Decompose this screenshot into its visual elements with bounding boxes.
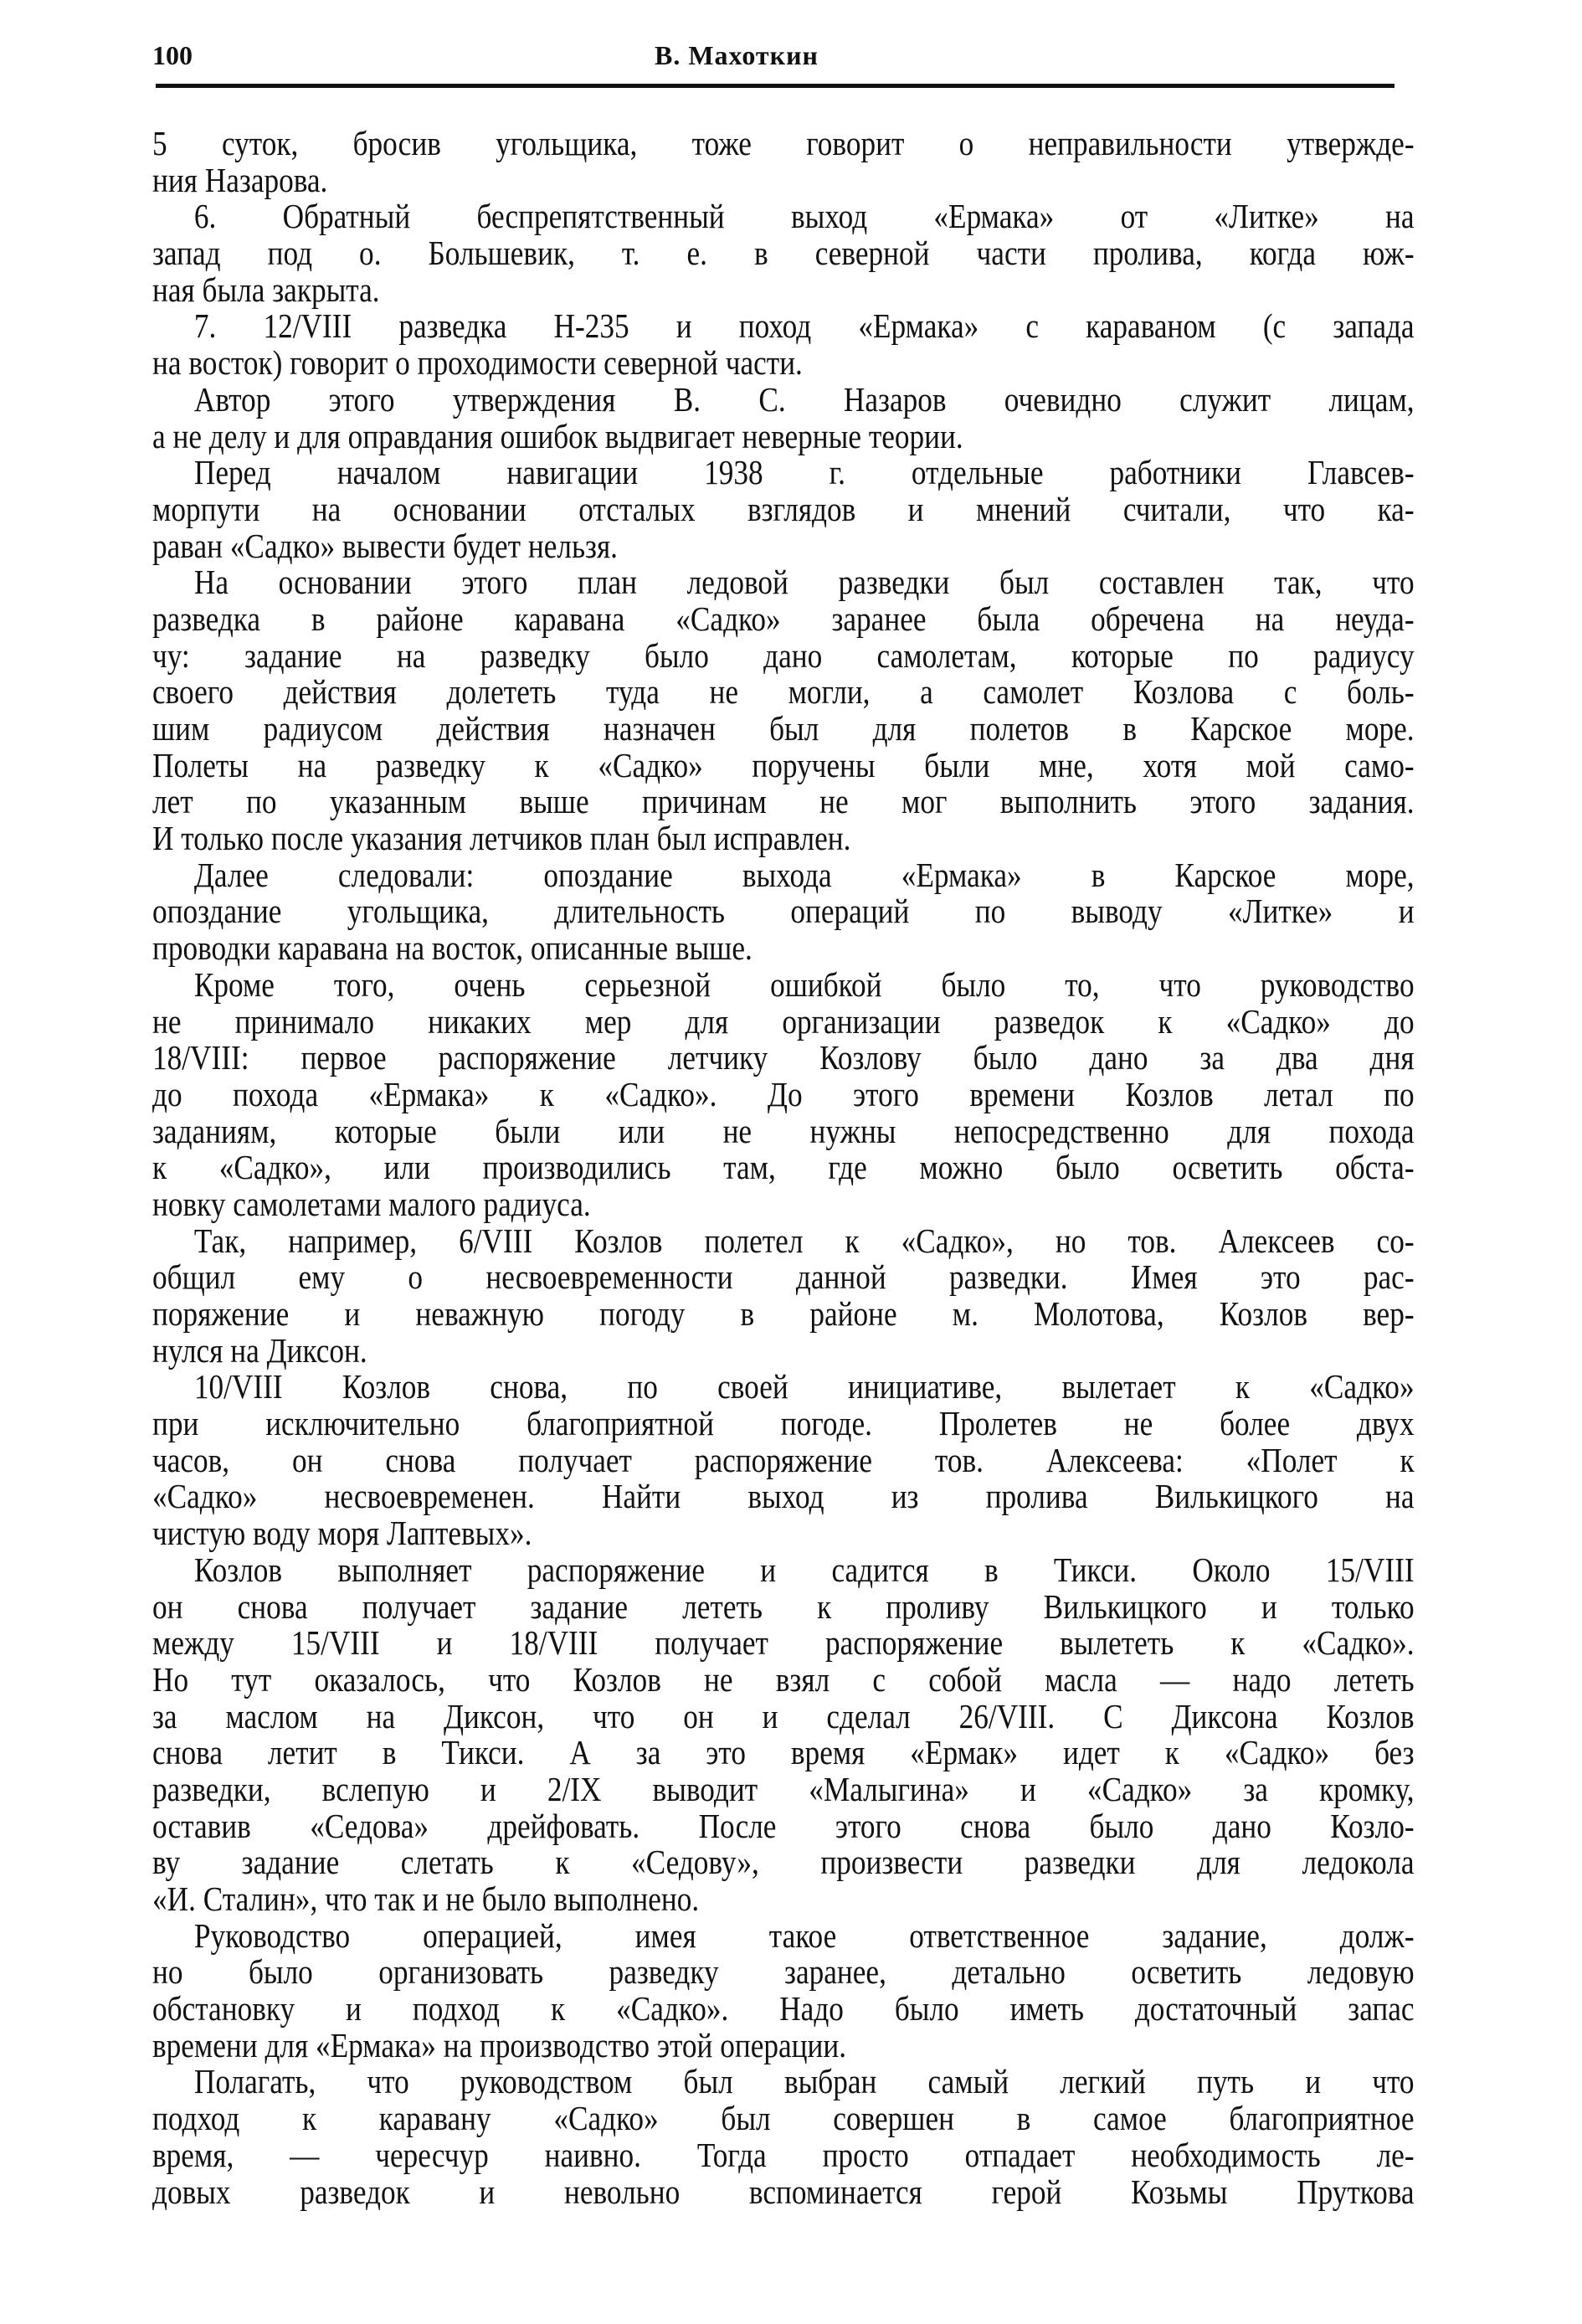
text-line: время, — чересчур наивно. Тогда просто отпадает необходимость ле- xyxy=(152,2135,1415,2174)
text-line: раван «Садко» вывести будет нельзя. xyxy=(152,526,618,565)
text-line: На основании этого план ледовой разведки был составлен так, что xyxy=(193,563,1415,602)
text-line: Полагать, что руководством был выбран самый легкий путь и что xyxy=(193,2062,1415,2101)
text-line: снова летит в Тикси. А за это время «Ермак» идет к «Садко» без xyxy=(152,1733,1415,1772)
text-line: между 15/VIII и 18/VIII получает распоряжение вылететь к «Садко». xyxy=(152,1623,1415,1663)
page-number: 100 xyxy=(152,40,193,70)
text-line: Козлов выполняет распоряжение и садится в Тикси. Около 15/VIII xyxy=(193,1550,1415,1589)
text-line: не принимало никаких мер для организации разведок к «Садко» до xyxy=(152,1001,1415,1041)
text-line: обстановку и подход к «Садко». Надо было иметь достаточный запас xyxy=(152,1989,1415,2028)
text-line: Автор этого утверждения В. С. Назаров очевидно служит лицам, xyxy=(193,379,1415,419)
text-line: «И. Сталин», что так и не было выполнено. xyxy=(152,1879,700,1918)
text-line: Руководство операцией, имея такое ответственное задание, долж- xyxy=(193,1915,1415,1955)
text-line: Кроме того, очень серьезной ошибкой было то, что руководство xyxy=(193,964,1415,1004)
text-line: опоздание угольщика, длительность операций по выводу «Литке» и xyxy=(152,892,1415,931)
text-line: 18/VIII: первое распоряжение летчику Козлову было дано за два дня xyxy=(152,1038,1415,1077)
text-line: Перед началом навигации 1938 г. отдельные работники Главсев- xyxy=(193,453,1415,492)
text-line: поряжение и неважную погоду в районе м. Молотова, Козлов вер- xyxy=(152,1294,1415,1333)
text-line: но было организовать разведку заранее, детально осветить ледовую xyxy=(152,1952,1415,1992)
text-line: И только после указания летчиков план был исправлен. xyxy=(152,819,851,858)
text-line: он снова получает задание лететь к проливу Вилькицкого и только xyxy=(152,1586,1415,1626)
text-line: на восток) говорит о проходимости северной части. xyxy=(152,343,803,383)
text-line: 7. 12/VIII разведка Н-235 и поход «Ермака» с караваном (с запада xyxy=(193,306,1415,346)
running-head: В. Махоткин xyxy=(655,40,819,70)
text-line: разведки, вслепую и 2/IX выводит «Малыгина» и «Садко» за кромку, xyxy=(152,1769,1415,1808)
text-line: ная была закрыта. xyxy=(152,270,380,309)
text-line: к «Садко», или производились там, где можно было осветить обста- xyxy=(152,1148,1415,1187)
text-line: шим радиусом действия назначен был для полетов в Карское море. xyxy=(152,709,1415,748)
text-line: своего действия долететь туда не могли, а самолет Козлова с боль- xyxy=(152,672,1415,712)
text-line: а не делу и для оправдания ошибок выдвигает неверные теории. xyxy=(152,416,963,455)
text-line: оставив «Седова» дрейфовать. После этого снова было дано Козло- xyxy=(152,1806,1415,1845)
text-line: за маслом на Диксон, что он и сделал 26/VIII. С Диксона Козлов xyxy=(152,1696,1415,1735)
text-line: 10/VIII Козлов снова, по своей инициативе, вылетает к «Садко» xyxy=(193,1367,1415,1406)
text-line: подход к каравану «Садко» был совершен в самое благоприятное xyxy=(152,2099,1415,2138)
text-line: 5 суток, бросив угольщика, тоже говорит о неправильности утвержде- xyxy=(152,124,1415,162)
text-line: 6. Обратный беспрепятственный выход «Ермака» от «Литке» на xyxy=(193,197,1415,236)
text-line: довых разведок и невольно вспоминается герой Козьмы Пруткова xyxy=(152,2172,1415,2211)
text-line: времени для «Ермака» на производство этой операции. xyxy=(152,2025,847,2064)
text-line: Далее следовали: опоздание выхода «Ермака» в Карское море, xyxy=(193,855,1415,894)
page-header xyxy=(152,40,1415,74)
text-line: разведка в районе каравана «Садко» заранее была обречена на неуда- xyxy=(152,599,1415,638)
body-text xyxy=(152,126,1415,2210)
text-line: запад под о. Большевик, т. е. в северной части пролива, когда юж- xyxy=(152,234,1415,273)
text-line: ву задание слетать к «Седову», произвести разведки для ледокола xyxy=(152,1843,1415,1882)
header-rule xyxy=(156,84,1395,88)
text-line: Полеты на разведку к «Садко» поручены были мне, хотя мой само- xyxy=(152,745,1415,784)
text-line: чу: задание на разведку было дано самолетам, которые по радиусу xyxy=(152,635,1415,675)
text-line: до похода «Ермака» к «Садко». До этого времени Козлов летал по xyxy=(152,1074,1415,1113)
text-line: лет по указанным выше причинам не мог выполнить этого задания. xyxy=(152,782,1415,821)
text-line: ния Назарова. xyxy=(152,160,328,199)
text-line: проводки каравана на восток, описанные выше. xyxy=(152,928,752,968)
text-line: часов, он снова получает распоряжение тов. Алексеева: «Полет к xyxy=(152,1440,1415,1479)
text-line: заданиям, которые были или не нужны непосредственно для похода xyxy=(152,1111,1415,1150)
text-line: «Садко» несвоевременен. Найти выход из пролива Вилькицкого на xyxy=(152,1477,1415,1516)
text-line: нулся на Диксон. xyxy=(152,1330,367,1370)
text-line: морпути на основании отсталых взглядов и мнений считали, что ка- xyxy=(152,489,1415,528)
text-line: чистую воду моря Лаптевых». xyxy=(152,1514,532,1553)
text-line: новку самолетами малого радиуса. xyxy=(152,1184,591,1223)
text-line: Так, например, 6/VIII Козлов полетел к «Садко», но тов. Алексеев со- xyxy=(193,1221,1415,1260)
text-line: при исключительно благоприятной погоде. Пролетев не более двух xyxy=(152,1404,1415,1443)
text-line: Но тут оказалось, что Козлов не взял с собой масла — надо лететь xyxy=(152,1659,1415,1699)
text-line: общил ему о несвоевременности данной разведки. Имея это рас- xyxy=(152,1257,1415,1297)
